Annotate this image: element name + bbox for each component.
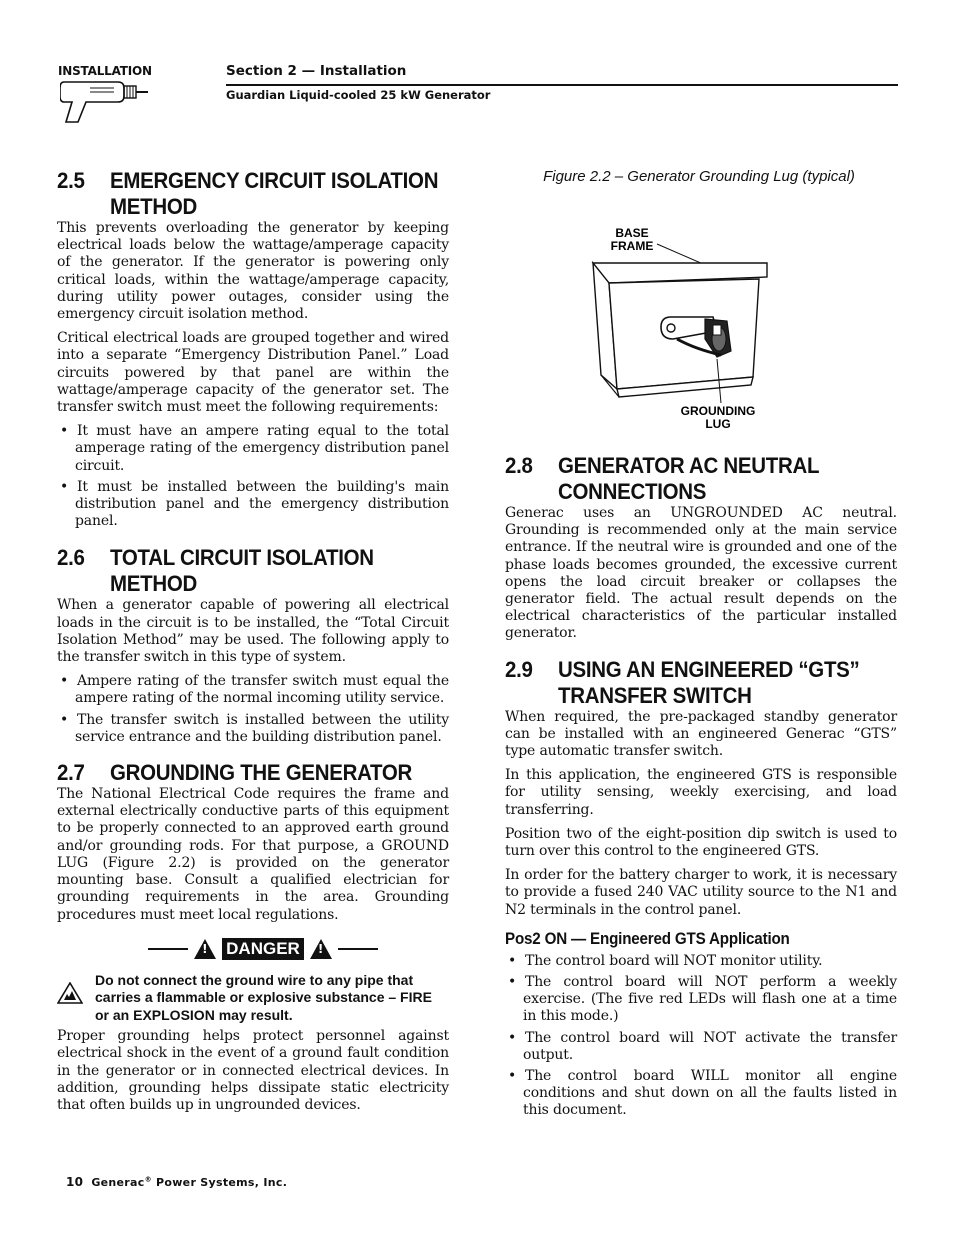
heading-number: 2.7 (57, 760, 85, 786)
right-column (505, 168, 897, 1120)
paragraph: When required, the pre-packaged standby generator can be installed with an engineered Generac “GTS” type automatic transfer switch. (505, 708, 897, 760)
list-item: • Ampere rating of the transfer switch must equal the ampere rating of the normal incoming utility service. (57, 673, 449, 707)
danger-label: DANGER (222, 938, 304, 960)
paragraph: In this application, the engineered GTS is responsible for utility sensing, weekly exercising, and load transferring. (505, 767, 897, 818)
heading-title: TOTAL CIRCUIT ISOLATION METHOD (110, 545, 374, 597)
heading-number: 2.6 (57, 545, 85, 571)
bullet-list (57, 423, 449, 530)
registered-mark: ® (144, 1175, 152, 1184)
page-number: 10 (66, 1175, 84, 1189)
drill-icon (60, 78, 152, 128)
bullet-list (57, 673, 449, 746)
divider (338, 948, 378, 950)
paragraph: Critical electrical loads are grouped together and wired into a separate “Emergency Distribution Panel.” Load circuits powered by that panel are within the wattage/amperage capacity of the generator set. The transfer switch must meet the following requirements: (57, 330, 449, 416)
heading-2-8 (505, 453, 899, 505)
company-name-rest: Power Systems, Inc. (151, 1176, 288, 1189)
warning-triangle-icon: ! (310, 939, 332, 959)
heading-title: USING AN ENGINEERED “GTS” TRANSFER SWITCH (558, 656, 860, 708)
grounding-lug-illustration (505, 199, 897, 429)
danger-banner (77, 938, 449, 960)
heading-title: EMERGENCY CIRCUIT ISOLATION METHOD (110, 168, 439, 219)
label-base: BASE (615, 226, 649, 240)
header-rule (226, 84, 898, 86)
paragraph: When a generator capable of powering all electrical loads in the circuit is to be installed, the “Total Circuit Isolation Method” may be used. The following apply to the transfer switch in this type of system. (57, 597, 449, 666)
left-column (57, 168, 449, 1114)
list-item: • It must have an ampere rating equal to the total amperage rating of the emergency distribution panel circuit. (57, 423, 449, 475)
subheading: Pos2 ON — Engineered GTS Application (505, 929, 790, 948)
heading-number: 2.8 (505, 453, 533, 478)
paragraph: Position two of the eight-position dip switch is used to turn over this control to the engineered GTS. (505, 825, 897, 860)
paragraph: This prevents overloading the generator by keeping electrical loads below the wattage/amperage capacity of the generator. If the generator is powering only critical loads, within the wattage/amperage capacity, during utility power outages, consider using the emergency circuit isolation method. (57, 220, 449, 323)
label-frame: FRAME (610, 239, 654, 253)
logo-text: INSTALLATION (58, 64, 152, 78)
heading-2-5 (57, 168, 451, 220)
bullet-list (505, 953, 897, 1120)
warning-block (57, 972, 449, 1025)
company-name: Generac (91, 1176, 145, 1189)
warning-triangle-icon: ! (194, 939, 216, 959)
paragraph: The National Electrical Code requires the frame and external electrically conductive parts of this equipment to be properly connected to an approved earth ground and/or grounding rods. For that purpose, a GROUND LUG (Figure 2.2) is provided on the generator mounting base. Consult a qualified electrician for grounding requirements in the area. Grounding procedures must meet local regulations. (57, 786, 449, 923)
section-header: Section 2 — Installation (226, 63, 407, 79)
list-item: • The control board will NOT monitor utility. (505, 953, 897, 970)
divider (148, 948, 188, 950)
installation-logo (58, 64, 168, 130)
label-lug: LUG (705, 417, 731, 429)
list-item: • The control board will NOT activate the transfer output. (505, 1030, 897, 1064)
list-item: • The control board will NOT perform a weekly exercise. (The five red LEDs will flash one at a time in this mode.) (505, 974, 897, 1026)
heading-2-6 (57, 545, 451, 597)
list-item: • The transfer switch is installed between the utility service entrance and the building distribution panel. (57, 712, 449, 746)
hazard-icon (57, 972, 85, 1025)
header-subtitle: Guardian Liquid-cooled 25 kW Generator (226, 88, 491, 102)
page-footer (66, 1175, 287, 1189)
label-grounding: GROUNDING (680, 404, 756, 418)
heading-title: GROUNDING THE GENERATOR (110, 760, 413, 786)
warning-text: Do not connect the ground wire to any pipe that carries a flammable or explosive substance – FIRE or an EXPLOSION may result. (95, 971, 432, 1023)
paragraph: Generac uses an UNGROUNDED AC neutral. Grounding is recommended only at the main service entrance. If the neutral wire is grounded and one of the phase loads becomes grounded, the excessive current opens the load circuit breaker or collapses the generator field. The actual result depends on the electrical characteristics of the particular installed generator. (505, 505, 897, 642)
grounding-lug-figure (505, 199, 897, 429)
list-item: • The control board WILL monitor all engine conditions and shut down on all the faults listed in this document. (505, 1068, 897, 1120)
heading-number: 2.9 (505, 656, 533, 682)
list-item: • It must be installed between the building's main distribution panel and the emergency distribution panel. (57, 479, 449, 531)
figure-caption: Figure 2.2 – Generator Grounding Lug (typical) (543, 168, 855, 185)
heading-2-9 (505, 657, 899, 709)
paragraph: Proper grounding helps protect personnel against electrical shock in the event of a ground fault condition in the generator or in connected electrical devices. In addition, grounding helps dissipate static electricity that often builds up in ungrounded devices. (57, 1028, 449, 1114)
heading-title: GENERATOR AC NEUTRAL CONNECTIONS (558, 453, 819, 504)
heading-2-7 (57, 760, 451, 786)
paragraph: In order for the battery charger to work, it is necessary to provide a fused 240 VAC utility source to the N1 and N2 terminals in the control panel. (505, 867, 897, 918)
heading-number: 2.5 (57, 168, 85, 193)
